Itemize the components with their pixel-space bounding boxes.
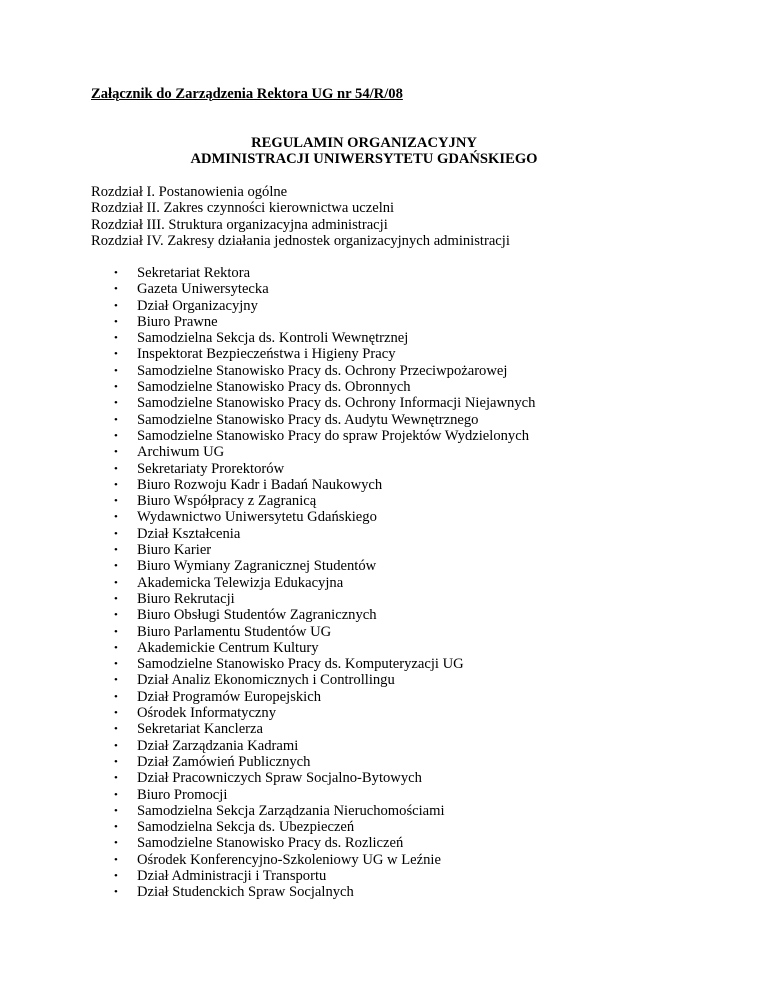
unit-label: Samodzielne Stanowisko Pracy ds. Ochrony Informacji Niejawnych — [137, 395, 536, 412]
bullet-icon: • — [114, 707, 118, 720]
unit-label: Dział Pracowniczych Spraw Socjalno-Bytowych — [137, 770, 422, 787]
chapter-item: Rozdział IV. Zakresy działania jednostek organizacyjnych administracji — [91, 232, 510, 249]
bullet-icon: • — [114, 886, 118, 899]
unit-label: Samodzielne Stanowisko Pracy ds. Audytu Wewnętrznego — [137, 411, 479, 428]
unit-label: Biuro Rekrutacji — [137, 590, 235, 607]
unit-label: Biuro Prawne — [137, 313, 218, 330]
unit-label: Dział Administracji i Transportu — [137, 867, 327, 884]
bullet-icon: • — [114, 658, 118, 671]
unit-label: Samodzielne Stanowisko Pracy do spraw Projektów Wydzielonych — [137, 427, 529, 444]
unit-label: Ośrodek Informatyczny — [137, 705, 276, 722]
bullet-icon: • — [114, 853, 118, 866]
bullet-icon: • — [114, 495, 118, 508]
bullet-icon: • — [114, 364, 118, 377]
bullet-icon: • — [114, 462, 118, 475]
unit-label: Dział Programów Europejskich — [137, 688, 321, 705]
unit-label: Dział Zarządzania Kadrami — [137, 737, 299, 754]
bullet-icon: • — [114, 609, 118, 622]
title-line-2: ADMINISTRACJI UNIWERSYTETU GDAŃSKIEGO — [190, 151, 538, 168]
title-line-1: REGULAMIN ORGANIZACYJNY — [251, 135, 477, 151]
unit-label: Samodzielne Stanowisko Pracy ds. Obronnych — [137, 379, 411, 396]
bullet-icon: • — [114, 429, 118, 442]
unit-label: Dział Kształcenia — [137, 525, 241, 542]
bullet-icon: • — [114, 283, 118, 296]
bullet-icon: • — [114, 641, 118, 654]
unit-label: Wydawnictwo Uniwersytetu Gdańskiego — [137, 509, 377, 526]
unit-label: Samodzielne Stanowisko Pracy ds. Komputeryzacji UG — [137, 656, 464, 673]
unit-label: Dział Organizacyjny — [137, 297, 258, 314]
bullet-icon: • — [114, 690, 118, 703]
unit-label: Biuro Rozwoju Kadr i Badań Naukowych — [137, 476, 383, 493]
bullet-icon: • — [114, 869, 118, 882]
chapter-item: Rozdział III. Struktura organizacyjna administracji — [91, 216, 388, 233]
bullet-icon: • — [114, 804, 118, 817]
unit-label: Biuro Obsługi Studentów Zagranicznych — [137, 607, 377, 624]
unit-label: Dział Studenckich Spraw Socjalnych — [137, 884, 354, 901]
unit-label: Biuro Współpracy z Zagranicą — [137, 493, 317, 510]
unit-label: Samodzielna Sekcja Zarządzania Nieruchomościami — [137, 802, 445, 819]
bullet-icon: • — [114, 413, 118, 426]
unit-label: Archiwum UG — [137, 444, 225, 461]
unit-label: Inspektorat Bezpieczeństwa i Higieny Pracy — [137, 346, 396, 363]
bullet-icon: • — [114, 837, 118, 850]
bullet-icon: • — [114, 772, 118, 785]
bullet-icon: • — [114, 674, 118, 687]
bullet-icon: • — [114, 267, 118, 279]
unit-label: Dział Zamówień Publicznych — [137, 753, 311, 770]
unit-label: Akademickie Centrum Kultury — [137, 639, 319, 656]
chapter-item: Rozdział II. Zakres czynności kierownictwa uczelni — [91, 200, 395, 217]
bullet-icon: • — [114, 299, 118, 312]
bullet-icon: • — [114, 348, 118, 361]
bullet-icon: • — [114, 625, 118, 638]
bullet-icon: • — [114, 788, 118, 801]
bullet-icon: • — [114, 592, 118, 605]
unit-label: Biuro Karier — [137, 542, 212, 559]
annex-heading: Załącznik do Zarządzenia Rektora UG nr 54/R/08 — [91, 86, 403, 102]
bullet-icon: • — [114, 560, 118, 573]
bullet-icon: • — [114, 755, 118, 768]
unit-label: Samodzielna Sekcja ds. Kontroli Wewnętrznej — [137, 330, 409, 347]
bullet-icon: • — [114, 544, 118, 557]
bullet-icon: • — [114, 527, 118, 540]
unit-label: Akademicka Telewizja Edukacyjna — [137, 574, 344, 591]
unit-label: Dział Analiz Ekonomicznych i Controllingu — [137, 672, 395, 689]
bullet-icon: • — [114, 397, 118, 410]
unit-label: Samodzielne Stanowisko Pracy ds. Rozliczeń — [137, 835, 404, 852]
unit-label: Biuro Promocji — [137, 786, 228, 803]
bullet-icon: • — [114, 821, 118, 834]
unit-label: Biuro Parlamentu Studentów UG — [137, 623, 332, 640]
regulation-title — [0, 135, 768, 168]
bullet-icon: • — [114, 332, 118, 345]
unit-label: Sekretariat Rektora — [137, 265, 251, 281]
unit-label: Sekretariat Kanclerza — [137, 721, 263, 738]
bullet-icon: • — [114, 739, 118, 752]
bullet-icon: • — [114, 576, 118, 589]
bullet-icon: • — [114, 478, 118, 491]
chapter-list — [91, 184, 510, 249]
bullet-icon: • — [114, 723, 118, 736]
chapter-item: Rozdział I. Postanowienia ogólne — [91, 184, 288, 200]
unit-label: Sekretariaty Prorektorów — [137, 460, 285, 477]
unit-label: Ośrodek Konferencyjno-Szkoleniowy UG w Leźnie — [137, 851, 441, 868]
unit-label: Samodzielne Stanowisko Pracy ds. Ochrony Przeciwpożarowej — [137, 362, 508, 379]
unit-label: Gazeta Uniwersytecka — [137, 281, 269, 298]
bullet-icon: • — [114, 446, 118, 459]
unit-label: Biuro Wymiany Zagranicznej Studentów — [137, 558, 377, 575]
bullet-icon: • — [114, 315, 118, 328]
bullet-icon: • — [114, 511, 118, 524]
bullet-icon: • — [114, 381, 118, 394]
unit-label: Samodzielna Sekcja ds. Ubezpieczeń — [137, 819, 355, 836]
